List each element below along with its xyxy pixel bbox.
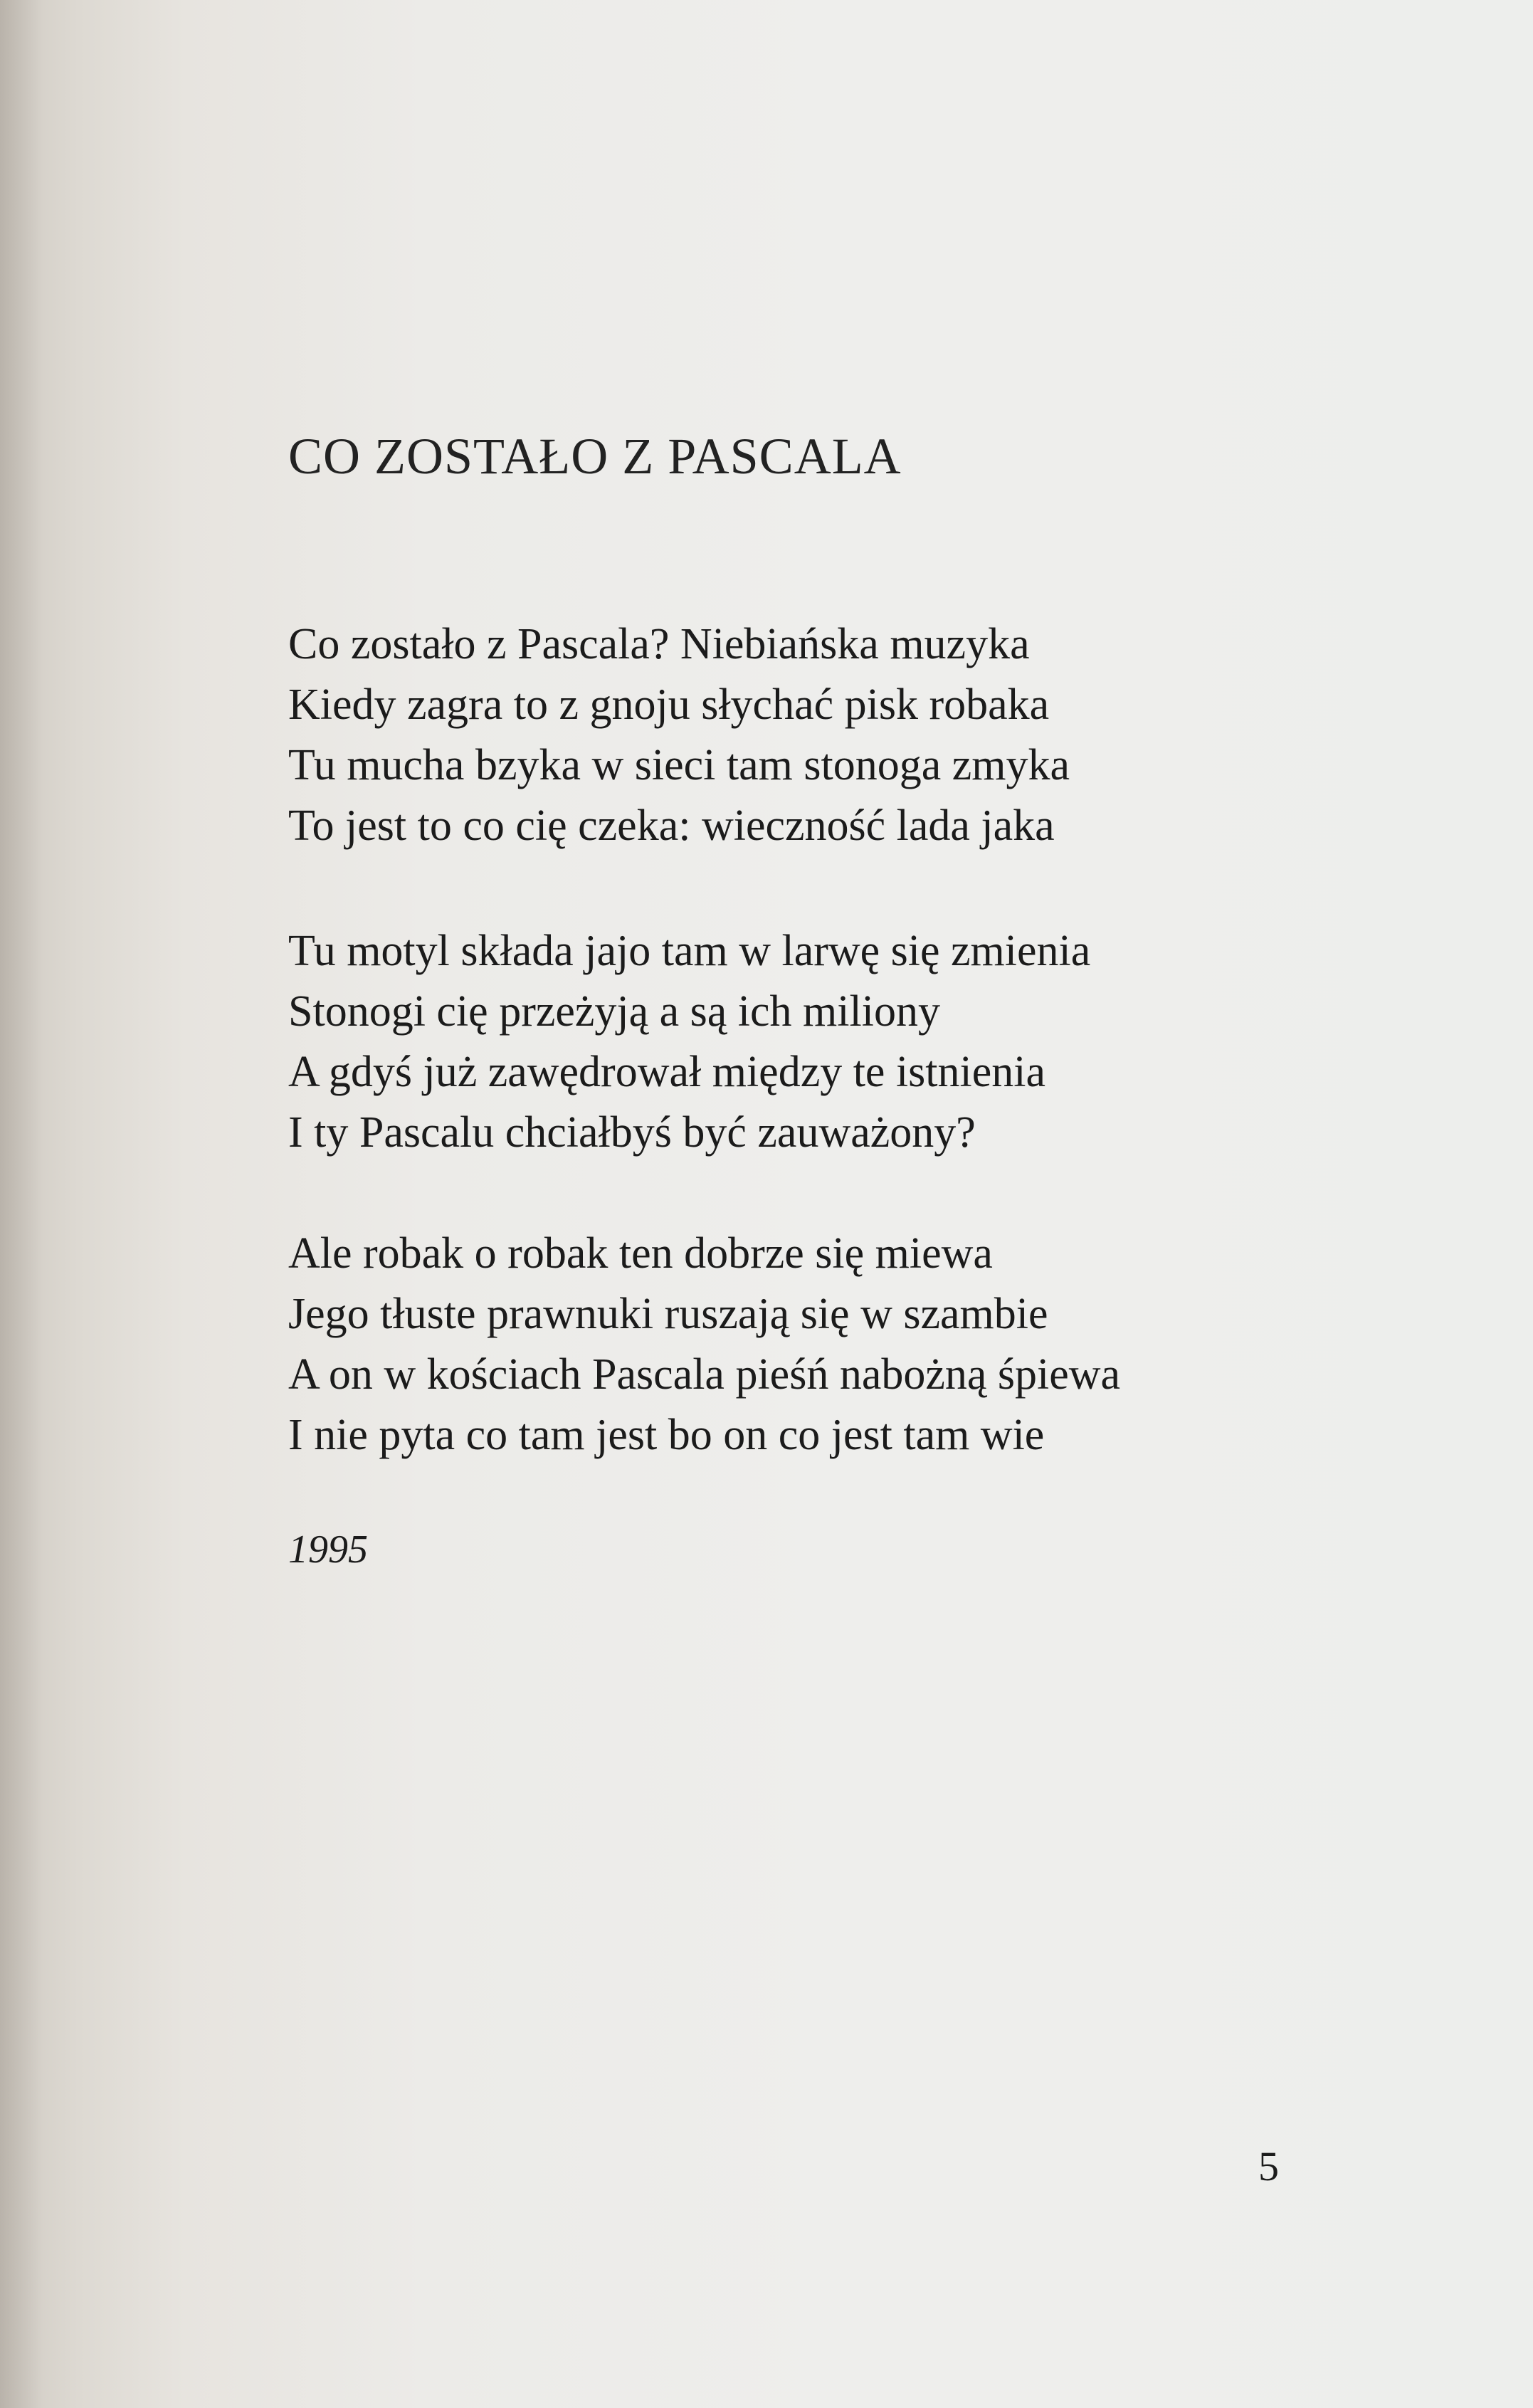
poem-line: A on w kościach Pascala pieśń nabożną śpiewa [288, 1350, 1121, 1399]
poem-line: Tu motyl składa jajo tam w larwę się zmienia [288, 927, 1091, 975]
gutter-shadow [0, 0, 43, 2408]
poem-line: Tu mucha bzyka w sieci tam stonoga zmyka [288, 741, 1070, 789]
poem-title: CO ZOSTAŁO Z PASCALA [288, 428, 902, 485]
stanza-3 [288, 1224, 1120, 1466]
poem-line: Kiedy zagra to z gnoju słychać pisk robaka [288, 680, 1050, 729]
poem-line: I nie pyta co tam jest bo on co jest tam wie [288, 1411, 1045, 1459]
poem-line: Stonogi cię przeżyją a są ich miliony [288, 987, 940, 1036]
page-number: 5 [1258, 2143, 1279, 2189]
poem-line: I ty Pascalu chciałbyś być zauważony? [288, 1108, 976, 1157]
poem-year: 1995 [288, 1528, 368, 1572]
stanza-2 [288, 921, 1090, 1163]
poem-line: Ale robak o robak ten dobrze się miewa [288, 1229, 993, 1278]
poem-line: A gdyś już zawędrował między te istnienia [288, 1048, 1046, 1096]
poem-line: Jego tłuste prawnuki ruszają się w szambie [288, 1290, 1048, 1338]
poem-line: Co zostało z Pascala? Niebiańska muzyka [288, 620, 1030, 668]
poem-line: To jest to co cię czeka: wieczność lada jaka [288, 801, 1055, 850]
stanza-1 [288, 614, 1070, 856]
